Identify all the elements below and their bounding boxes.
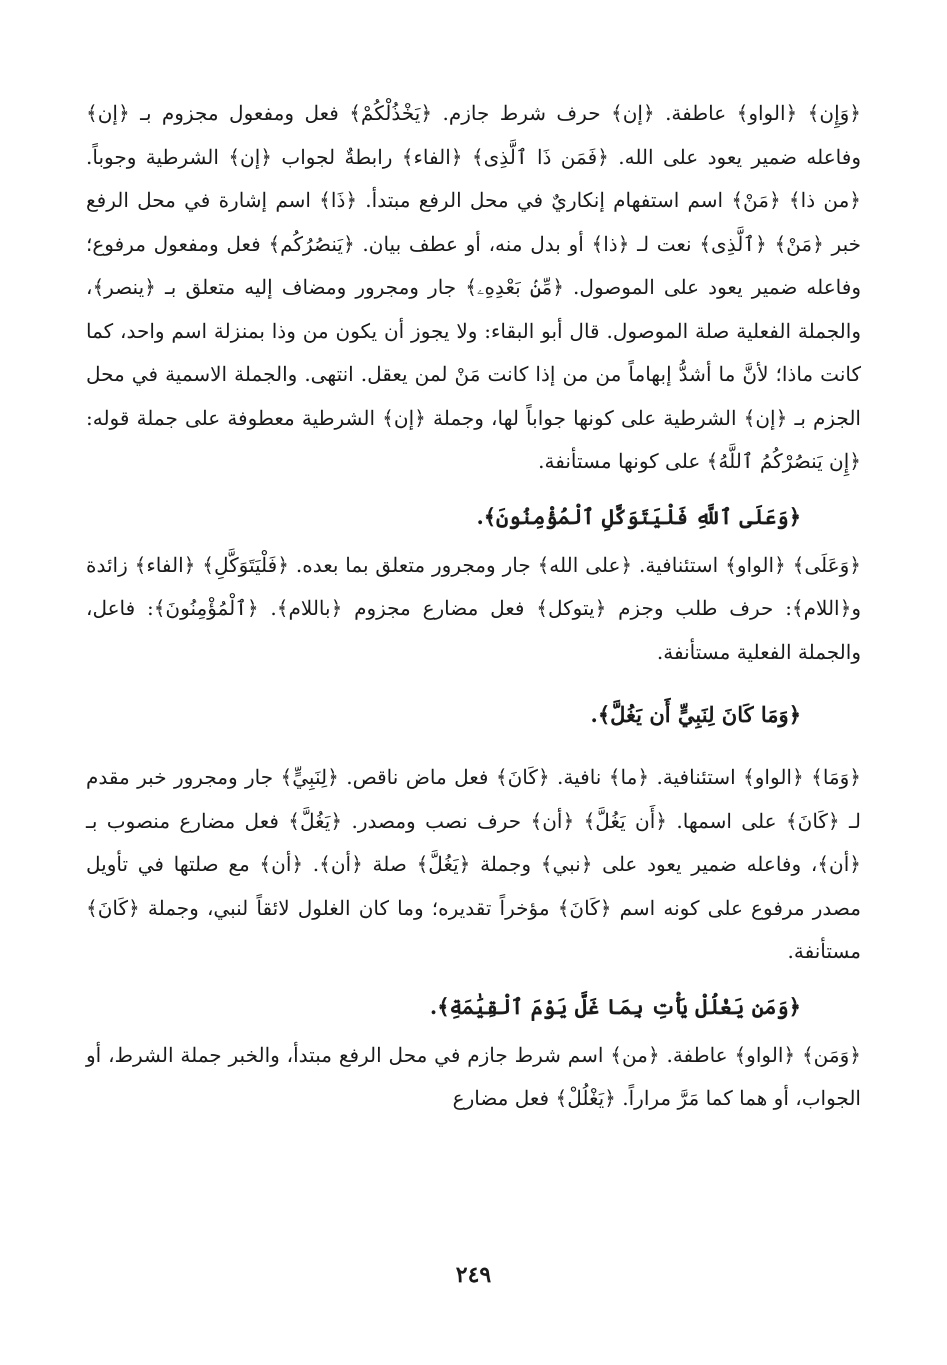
paragraph-4: ﴿وَمَن﴾ ﴿الواو﴾ عاطفة. ﴿من﴾ اسم شرط جازم في محل الرفع مبتدأ، والخبر جملة الشرط، أو الجواب، أو هما كما مَرَّ مراراً. ﴿يَغْلُلْ﴾ فعل مضارع xyxy=(86,1042,861,1110)
paragraph-3: ﴿وَمَا﴾ ﴿الواو﴾ استئنافية. ﴿ما﴾ نافية. ﴿كَانَ﴾ فعل ماض ناقص. ﴿لِنَبِيٍّ﴾ جار ومجرور خبر مقدم لـ ﴿كَانَ﴾ على اسمها. ﴿أَن يَغُلَّ﴾ ﴿أن﴾ حرف نصب ومصدر. ﴿يَغُلَّ﴾ فعل مضارع منصوب بـ ﴿أن﴾، وفاعله ضمير يعود على ﴿نبي﴾ وجملة ﴿يَغُلَّ﴾ صلة ﴿أن﴾. ﴿أن﴾ مع صلتها في تأويل مصدر مرفوع على كونه اسم ﴿كَانَ﴾ مؤخراً تقديره؛ وما كان الغلول لائقاً لنبي، وجملة ﴿كَانَ﴾ مستأنفة. xyxy=(86,765,861,963)
paragraph-1: ﴿وَإِن﴾ ﴿الواو﴾ عاطفة. ﴿إن﴾ حرف شرط جازم. ﴿يَخْذُلْكُمْ﴾ فعل ومفعول مجزوم بـ ﴿إن﴾ وفاعله ضمير يعود على الله. ﴿فَمَن ذَا ٱلَّذِى﴾ ﴿الفاء﴾ رابطةٌ لجواب ﴿إن﴾ الشرطية وجوباً. ﴿من ذا﴾ ﴿مَنْ﴾ اسم استفهام إنكاريٌ في محل الرفع مبتدأ. ﴿ذَا﴾ اسم إشارة في محل الرفع خبر ﴿مَنْ﴾ ﴿ٱلَّذِى﴾ نعت لـ ﴿ذا﴾ أو بدل منه، أو عطف بيان. ﴿يَنصُرُكُم﴾ فعل ومفعول مرفوع؛ وفاعله ضمير يعود على الموصول. ﴿مِّنۢ بَعْدِهِۦ﴾ جار ومجرور ومضاف إليه متعلق بـ ﴿ينصر﴾، والجملة الفعلية صلة الموصول. قال أبو البقاء: ولا يجوز أن يكون من وذا بمنزلة اسم واحد، كما كانت ماذا؛ لأنَّ ما أشدُّ إبهاماً من من إذا كانت مَنْ لمن يعقل. انتهى. والجملة الاسمية في محل الجزم بـ ﴿إن﴾ الشرطية على كونها جواباً لها، وجملة ﴿إن﴾ الشرطية معطوفة على جملة قوله: ﴿إِن يَنصُرْكُمُ ٱللَّهُ﴾ على كونها مستأنفة. xyxy=(86,101,861,473)
verse-heading-2: ﴿وَمَا كَانَ لِنَبِيٍّ أَن يَغُلَّ﴾. xyxy=(590,702,801,727)
paragraph-2: ﴿وَعَلَى﴾ ﴿الواو﴾ استئنافية. ﴿على الله﴾ جار ومجرور متعلق بما بعده. ﴿فَلْيَتَوَكَّلِ﴾ ﴿الفاء﴾ زائدة و﴿اللام﴾: حرف طلب وجزم ﴿يتوكل﴾ فعل مضارع مجزوم ﴿باللام﴾. ﴿ٱلْمُؤْمِنُونَ﴾: فاعل، والجملة الفعلية مستأنفة. xyxy=(86,552,861,664)
spacer xyxy=(86,674,861,688)
spacer xyxy=(86,742,861,756)
spacer xyxy=(86,484,861,490)
page-number: ٢٤٩ xyxy=(455,1262,492,1288)
spacer xyxy=(86,974,861,980)
verse-heading-1: ﴿وَعَلَى ٱللَّهِ فَلْيَتَوَكَّلِ ٱلْمُؤْمِنُونَ﴾. xyxy=(476,503,801,529)
verse-heading-3: ﴿وَمَن يَغْلُلْ يَأْتِ بِمَا غَلَّ يَوْمَ ٱلْقِيَٰمَةِ﴾. xyxy=(429,993,801,1019)
